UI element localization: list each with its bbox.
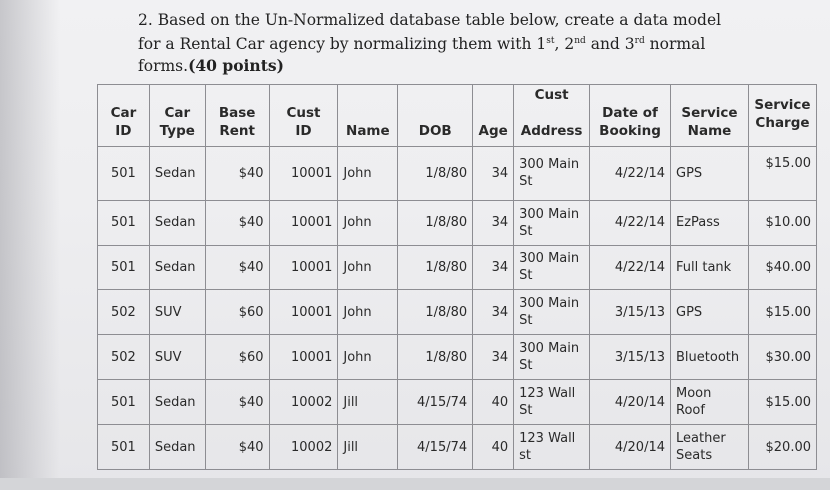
header-row (98, 85, 817, 147)
cell-service-charge: $15.00 (748, 147, 816, 201)
cell-name: Jill (338, 380, 398, 425)
question-points: (40 points) (188, 56, 284, 76)
cell-service-name: GPS (671, 290, 749, 335)
table-row (98, 335, 817, 380)
header-date-of-booking: Date of Booking (590, 85, 671, 147)
cell-service-name: GPS (671, 147, 749, 201)
cell-base-rent: $40 (205, 380, 269, 425)
cell-service-name: Full tank (671, 245, 749, 290)
header-car-id: Car ID (98, 85, 150, 147)
cell-car-type: Sedan (149, 425, 205, 470)
header-service-charge: Service Charge (748, 85, 816, 147)
cell-car-id: 501 (98, 425, 150, 470)
cell-age: 34 (473, 147, 514, 201)
cell-car-id: 501 (98, 245, 150, 290)
header-cust-address: Cust Address (514, 85, 590, 147)
cell-dob: 4/15/74 (398, 425, 473, 470)
cell-base-rent: $40 (205, 425, 269, 470)
cell-service-charge: $20.00 (748, 425, 816, 470)
question-mid1: , 2 (554, 35, 575, 54)
cell-name: John (338, 290, 398, 335)
header-car-type: Car Type (149, 85, 205, 147)
question-text (138, 10, 738, 77)
table-body (98, 147, 817, 470)
question-mid3: normal forms. (138, 35, 706, 76)
header-dob: DOB (398, 85, 473, 147)
cell-base-rent: $60 (205, 290, 269, 335)
header-name: Name (338, 85, 398, 147)
cell-base-rent: $40 (205, 147, 269, 201)
sup-third: rd (634, 36, 645, 46)
table-row (98, 147, 817, 201)
cell-car-id: 502 (98, 335, 150, 380)
cell-address: 123 Wall St (514, 380, 590, 425)
cell-base-rent: $40 (205, 245, 269, 290)
cell-base-rent: $60 (205, 335, 269, 380)
cell-age: 40 (473, 380, 514, 425)
cell-age: 34 (473, 245, 514, 290)
cell-service-name: EzPass (671, 200, 749, 245)
cell-base-rent: $40 (205, 200, 269, 245)
cell-age: 40 (473, 425, 514, 470)
cell-cust-id: 10002 (269, 380, 338, 425)
cell-age: 34 (473, 290, 514, 335)
cell-car-type: SUV (149, 335, 205, 380)
cell-date: 4/22/14 (590, 147, 671, 201)
cell-cust-id: 10001 (269, 335, 338, 380)
table-row (98, 290, 817, 335)
cell-car-id: 501 (98, 200, 150, 245)
cell-cust-id: 10001 (269, 245, 338, 290)
cell-service-name: Leather Seats (671, 425, 749, 470)
cell-date: 3/15/13 (590, 290, 671, 335)
table-row (98, 200, 817, 245)
cell-date: 4/22/14 (590, 245, 671, 290)
cell-name: John (338, 200, 398, 245)
cell-dob: 1/8/80 (398, 245, 473, 290)
left-shadow (0, 0, 60, 490)
header-cust-id: Cust ID (269, 85, 338, 147)
sup-first: st (546, 36, 555, 46)
cell-address: 300 Main St (514, 147, 590, 201)
cell-address: 300 Main St (514, 335, 590, 380)
cell-cust-id: 10001 (269, 147, 338, 201)
question-prefix: 2. Based on the Un-Normalized database table below, create a data model for a Rental Car agency by normalizing them with 1 (138, 11, 722, 54)
cell-car-type: SUV (149, 290, 205, 335)
header-age: Age (473, 85, 514, 147)
cell-date: 3/15/13 (590, 335, 671, 380)
cell-service-charge: $10.00 (748, 200, 816, 245)
table-row (98, 425, 817, 470)
cell-dob: 4/15/74 (398, 380, 473, 425)
cell-date: 4/20/14 (590, 425, 671, 470)
cell-car-id: 501 (98, 380, 150, 425)
cell-age: 34 (473, 200, 514, 245)
cell-name: John (338, 335, 398, 380)
cell-car-id: 502 (98, 290, 150, 335)
cell-name: John (338, 245, 398, 290)
sup-second: nd (574, 36, 586, 46)
cell-car-type: Sedan (149, 380, 205, 425)
cell-address: 300 Main St (514, 290, 590, 335)
cell-dob: 1/8/80 (398, 147, 473, 201)
cell-address: 300 Main St (514, 245, 590, 290)
cell-service-charge: $15.00 (748, 290, 816, 335)
cell-name: John (338, 147, 398, 201)
cell-dob: 1/8/80 (398, 290, 473, 335)
cell-name: Jill (338, 425, 398, 470)
cell-age: 34 (473, 335, 514, 380)
cell-dob: 1/8/80 (398, 200, 473, 245)
cell-service-name: Bluetooth (671, 335, 749, 380)
rental-table (97, 84, 817, 470)
cell-cust-id: 10001 (269, 200, 338, 245)
table-row (98, 245, 817, 290)
cell-cust-id: 10002 (269, 425, 338, 470)
cell-car-type: Sedan (149, 200, 205, 245)
cell-dob: 1/8/80 (398, 335, 473, 380)
bottom-edge (0, 478, 830, 490)
question-mid2: and 3 (585, 35, 635, 54)
cell-service-charge: $15.00 (748, 380, 816, 425)
cell-address: 123 Wall st (514, 425, 590, 470)
cell-service-charge: $30.00 (748, 335, 816, 380)
cell-date: 4/20/14 (590, 380, 671, 425)
cell-cust-id: 10001 (269, 290, 338, 335)
header-service-name: Service Name (671, 85, 749, 147)
table-row (98, 380, 817, 425)
rental-table-wrapper (97, 84, 817, 470)
cell-car-id: 501 (98, 147, 150, 201)
cell-car-type: Sedan (149, 245, 205, 290)
cell-service-name: Moon Roof (671, 380, 749, 425)
cell-car-type: Sedan (149, 147, 205, 201)
cell-service-charge: $40.00 (748, 245, 816, 290)
cell-address: 300 Main St (514, 200, 590, 245)
header-base-rent: Base Rent (205, 85, 269, 147)
cell-date: 4/22/14 (590, 200, 671, 245)
